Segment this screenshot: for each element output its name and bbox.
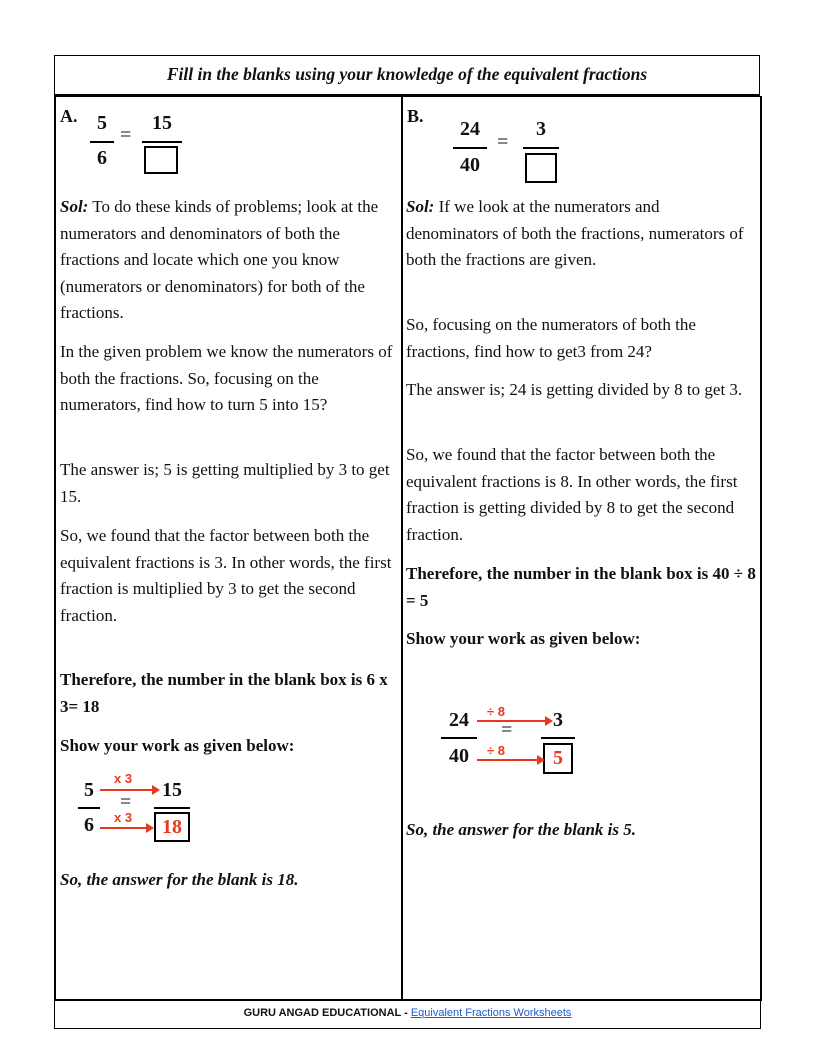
- question-denominator-1: 40: [460, 154, 480, 176]
- title-bar: [54, 55, 760, 97]
- fraction-bar: [78, 807, 100, 809]
- work-numerator-2: 3: [553, 709, 563, 731]
- fraction-bar: [154, 807, 190, 809]
- footer-separator: -: [401, 1007, 411, 1019]
- solution-paragraph-2: So, focusing on the numerators of both the fractions, find how to get3 from 24?: [406, 315, 696, 361]
- blank-box: [144, 146, 178, 174]
- work-numerator-1: 5: [84, 779, 94, 801]
- work-numerator-1: 24: [449, 709, 469, 731]
- work-denominator-1: 6: [84, 814, 94, 836]
- solution-paragraph-5: Therefore, the number in the blank box is 40 ÷ 8 = 5: [406, 564, 756, 610]
- divide-arrows: [403, 96, 404, 97]
- multiply-arrows: [56, 96, 57, 97]
- conclusion-b: So, the answer for the blank is 5.: [406, 820, 637, 839]
- operation-label-top: ÷ 8: [487, 704, 505, 719]
- solution-paragraph-3: The answer is; 5 is getting multiplied by 3 to get 15.: [60, 460, 390, 506]
- problem-letter-b: B.: [407, 106, 424, 126]
- blank-box: [525, 153, 557, 183]
- work-numerator-2: 15: [162, 779, 182, 801]
- fraction-bar: [142, 141, 182, 143]
- solution-paragraph-6: Show your work as given below:: [406, 629, 641, 648]
- fraction-bar: [523, 147, 559, 149]
- work-answer: 18: [162, 816, 182, 838]
- solution-paragraph-3: The answer is; 24 is getting divided by 8 to get 3.: [406, 380, 743, 399]
- solution-paragraph-4: So, we found that the factor between both the equivalent fractions is 3. In other words, the first fraction is multiplied by 3 to get the second fraction.: [60, 526, 392, 625]
- solution-paragraph-1: Sol: If we look at the numerators and denominators of both the fractions, numerators of both the fractions are given.: [406, 197, 744, 269]
- sol-label: Sol:: [406, 197, 435, 216]
- question-numerator-1: 24: [460, 118, 480, 140]
- footer: [54, 1000, 761, 1029]
- column-a: [54, 96, 403, 1001]
- solution-paragraph-5: Therefore, the number in the blank box is 6 x 3= 18: [60, 670, 388, 716]
- question-numerator-2: 15: [152, 112, 172, 134]
- column-b: [401, 96, 762, 1001]
- equals-sign: =: [120, 124, 132, 146]
- fraction-bar: [90, 141, 114, 143]
- footer-org: GURU ANGAD EDUCATIONAL: [243, 1007, 402, 1019]
- problem-letter-a: A.: [60, 106, 78, 126]
- solution-paragraph-4: So, we found that the factor between both the equivalent fractions is 8. In other words, the first fraction is getting divided by 8 to get the second fraction.: [406, 445, 738, 544]
- solution-paragraph-2: In the given problem we know the numerators of both the fractions. So, focusing on the numerators, find how to turn 5 into 15?: [60, 342, 393, 414]
- fraction-bar: [541, 737, 575, 739]
- operation-label-bottom: ÷ 8: [487, 743, 505, 758]
- equals-sign: =: [501, 719, 513, 741]
- question-denominator-1: 6: [97, 147, 107, 169]
- operation-label-top: x 3: [114, 771, 133, 786]
- equals-sign: =: [497, 131, 509, 153]
- conclusion-a: So, the answer for the blank is 18.: [60, 870, 299, 889]
- solution-paragraph-1: Sol: To do these kinds of problems; look at the numerators and denominators of both the fractions and locate which one you know (numerators or denominators) for both of the fractions.: [60, 197, 379, 322]
- question-numerator-1: 5: [97, 112, 107, 134]
- worksheet-title: Fill in the blanks using your knowledge of the equivalent fractions: [166, 64, 648, 84]
- sol-label: Sol:: [60, 197, 89, 216]
- fraction-bar: [441, 737, 477, 739]
- footer-link[interactable]: Equivalent Fractions Worksheets: [410, 1007, 572, 1019]
- operation-label-bottom: x 3: [114, 810, 133, 825]
- question-numerator-2: 3: [536, 118, 546, 140]
- work-denominator-1: 40: [449, 745, 469, 767]
- work-answer: 5: [553, 747, 563, 769]
- fraction-bar: [453, 147, 487, 149]
- equals-sign: =: [120, 791, 132, 813]
- solution-paragraph-6: Show your work as given below:: [60, 736, 295, 755]
